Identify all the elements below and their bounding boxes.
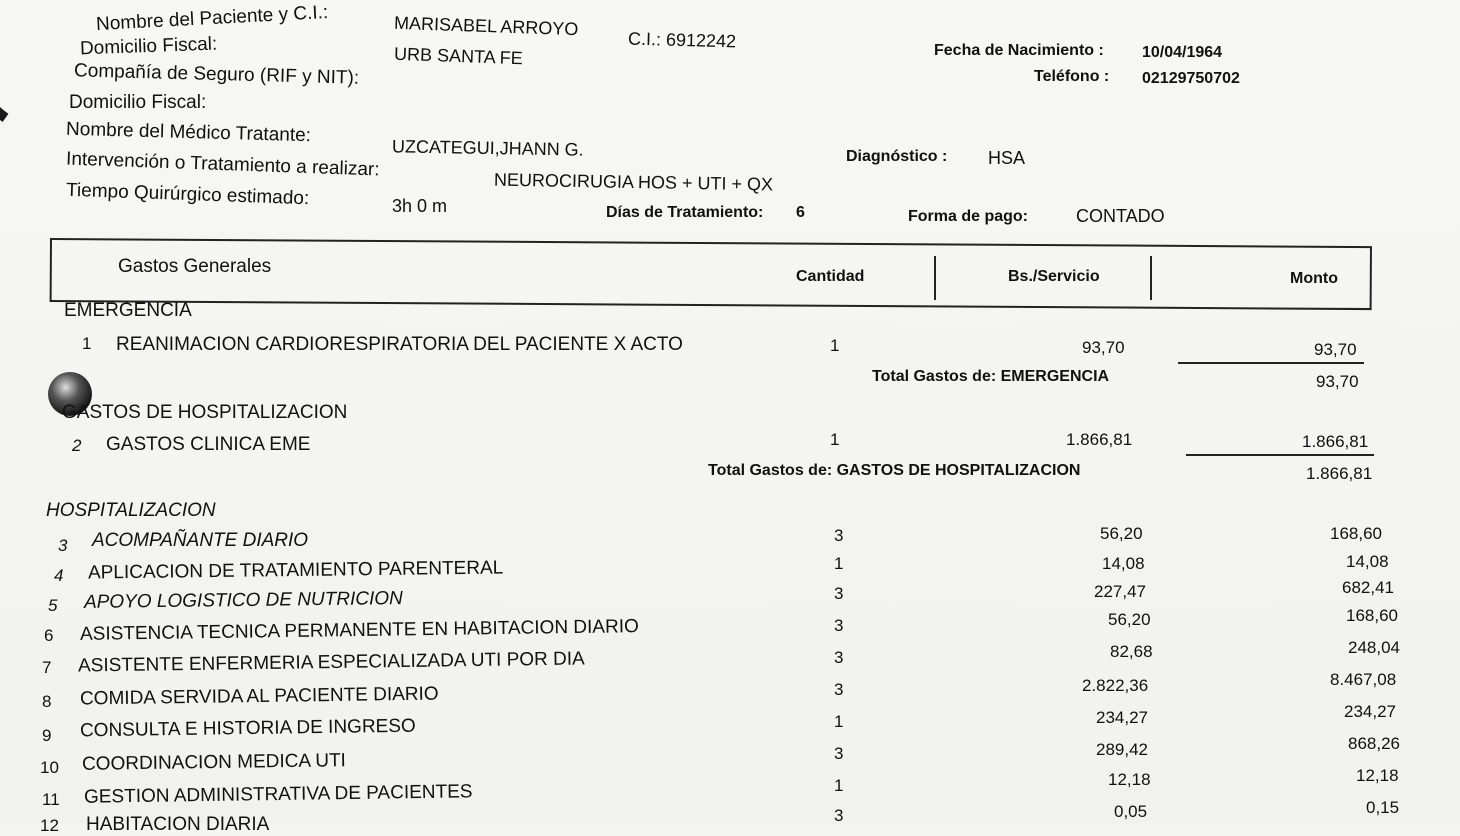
row-unit-price: 56,20 — [1108, 610, 1151, 629]
col-qty: Cantidad — [796, 268, 865, 285]
row-amount: 1.866,81 — [1302, 432, 1369, 451]
row-unit-price: 93,70 — [1082, 338, 1125, 357]
subtotal-rule — [1178, 362, 1364, 364]
row-number: 3 — [58, 536, 68, 555]
row-amount: 234,27 — [1344, 702, 1396, 721]
row-unit-price: 289,42 — [1096, 740, 1148, 759]
row-unit-price: 14,08 — [1102, 554, 1145, 573]
row-unit-price: 82,68 — [1110, 642, 1153, 661]
phone-label: Teléfono : — [1034, 68, 1110, 85]
row-amount: 168,60 — [1346, 606, 1398, 625]
row-number: 7 — [42, 658, 52, 677]
row-number: 2 — [72, 436, 82, 455]
row-description: GESTION ADMINISTRATIVA DE PACIENTES — [83, 781, 473, 808]
row-number: 10 — [40, 758, 59, 777]
row-amount: 248,04 — [1348, 638, 1400, 657]
intervention-value: NEUROCIRUGIA HOS + UTI + QX — [493, 169, 774, 195]
phone-value: 02129750702 — [1142, 70, 1240, 87]
row-quantity: 1 — [834, 712, 844, 731]
diagnosis-label: Diagnóstico : — [846, 148, 948, 165]
row-quantity: 1 — [834, 776, 844, 795]
row-quantity: 3 — [834, 526, 844, 545]
patient-name: MARISABEL ARROYO — [393, 12, 579, 40]
row-unit-price: 56,20 — [1100, 524, 1143, 543]
fiscal-label: Domicilio Fiscal: — [79, 33, 218, 60]
row-quantity: 3 — [834, 648, 844, 667]
row-quantity: 1 — [830, 336, 840, 355]
row-quantity: 3 — [834, 744, 844, 763]
section-total-value: 93,70 — [1316, 372, 1359, 391]
row-description: APLICACION DE TRATAMIENTO PARENTERAL — [87, 557, 504, 584]
row-number: 4 — [54, 566, 64, 585]
col-amount: Monto — [1290, 270, 1338, 287]
section-total-value: 1.866,81 — [1306, 464, 1373, 483]
column-divider — [1150, 256, 1152, 300]
doctor-label: Nombre del Médico Tratante: — [65, 118, 312, 147]
row-description: COORDINACION MEDICA UTI — [81, 750, 347, 775]
row-description: ASISTENTE ENFERMERIA ESPECIALIZADA UTI POR DIA — [77, 648, 585, 677]
row-amount: 868,26 — [1348, 734, 1400, 753]
time-value: 3h 0 m — [392, 196, 448, 216]
row-description: ACOMPAÑANTE DIARIO — [92, 530, 309, 551]
payment-value: CONTADO — [1076, 206, 1165, 226]
row-number: 11 — [42, 790, 60, 809]
row-number: 5 — [48, 596, 58, 615]
row-unit-price: 1.866,81 — [1066, 430, 1133, 449]
subtotal-rule — [1186, 454, 1374, 456]
row-quantity: 1 — [834, 554, 844, 573]
row-number: 9 — [42, 726, 52, 745]
time-label: Tiempo Quirúrgico estimado: — [65, 179, 310, 210]
section-total-label: Total Gastos de: EMERGENCIA — [872, 368, 1110, 385]
section-title-gastos-hosp: GASTOS DE HOSPITALIZACION — [62, 402, 348, 423]
row-quantity: 3 — [834, 616, 844, 635]
patient-ci: C.I.: 6912242 — [627, 28, 737, 52]
row-number: 8 — [42, 692, 52, 711]
row-unit-price: 12,18 — [1108, 770, 1151, 789]
row-description: CONSULTA E HISTORIA DE INGRESO — [79, 715, 416, 742]
row-number: 6 — [44, 626, 54, 645]
row-quantity: 3 — [834, 806, 844, 825]
days-value: 6 — [796, 204, 805, 221]
row-amount: 168,60 — [1330, 524, 1382, 543]
row-quantity: 3 — [834, 584, 844, 603]
payment-label: Forma de pago: — [908, 208, 1029, 225]
row-unit-price: 227,47 — [1094, 582, 1146, 601]
fiscal-value: URB SANTA FE — [393, 43, 524, 69]
col-unit: Bs./Servicio — [1008, 268, 1100, 285]
birth-label: Fecha de Nacimiento : — [934, 42, 1104, 59]
row-amount: 12,18 — [1356, 766, 1399, 785]
intervention-label: Intervención o Tratamiento a realizar: — [65, 148, 380, 181]
birth-value: 10/04/1964 — [1142, 44, 1223, 61]
diagnosis-value: HSA — [988, 148, 1026, 168]
days-label: Días de Tratamiento: — [606, 204, 764, 221]
section-title-hospitalizacion: HOSPITALIZACION — [46, 500, 216, 521]
column-divider — [934, 256, 936, 300]
patient-label: Nombre del Paciente y C.I.: — [95, 1, 329, 36]
row-description: APOYO LOGISTICO DE NUTRICION — [83, 588, 403, 613]
row-description: HABITACION DIARIA — [86, 814, 270, 835]
row-description: GASTOS CLINICA EME — [106, 434, 311, 455]
row-quantity: 1 — [830, 430, 840, 449]
row-number: 1 — [82, 334, 92, 353]
row-amount: 93,70 — [1314, 340, 1357, 359]
row-unit-price: 2.822,36 — [1082, 676, 1149, 695]
row-unit-price: 234,27 — [1096, 708, 1148, 727]
row-description: COMIDA SERVIDA AL PACIENTE DIARIO — [79, 683, 439, 710]
row-unit-price: 0,05 — [1114, 802, 1148, 821]
row-amount: 14,08 — [1346, 552, 1389, 571]
insurer-fiscal-label: Domicilio Fiscal: — [69, 92, 207, 113]
section-title-emergencia: EMERGENCIA — [64, 300, 192, 321]
row-description: ASISTENCIA TECNICA PERMANENTE EN HABITACION DIARIO — [79, 616, 639, 645]
row-amount: 8.467,08 — [1330, 670, 1397, 689]
col-general: Gastos Generales — [118, 256, 272, 277]
row-amount: 0,15 — [1366, 798, 1400, 817]
row-amount: 682,41 — [1342, 578, 1394, 597]
insurer-label: Compañía de Seguro (RIF y NIT): — [73, 60, 360, 89]
doctor-value: UZCATEGUI,JHANN G. — [391, 136, 584, 160]
row-description: REANIMACION CARDIORESPIRATORIA DEL PACIENTE X ACTO — [116, 334, 683, 355]
section-total-label: Total Gastos de: GASTOS DE HOSPITALIZACION — [708, 462, 1081, 479]
row-number: 12 — [40, 816, 59, 835]
row-quantity: 3 — [834, 680, 844, 699]
